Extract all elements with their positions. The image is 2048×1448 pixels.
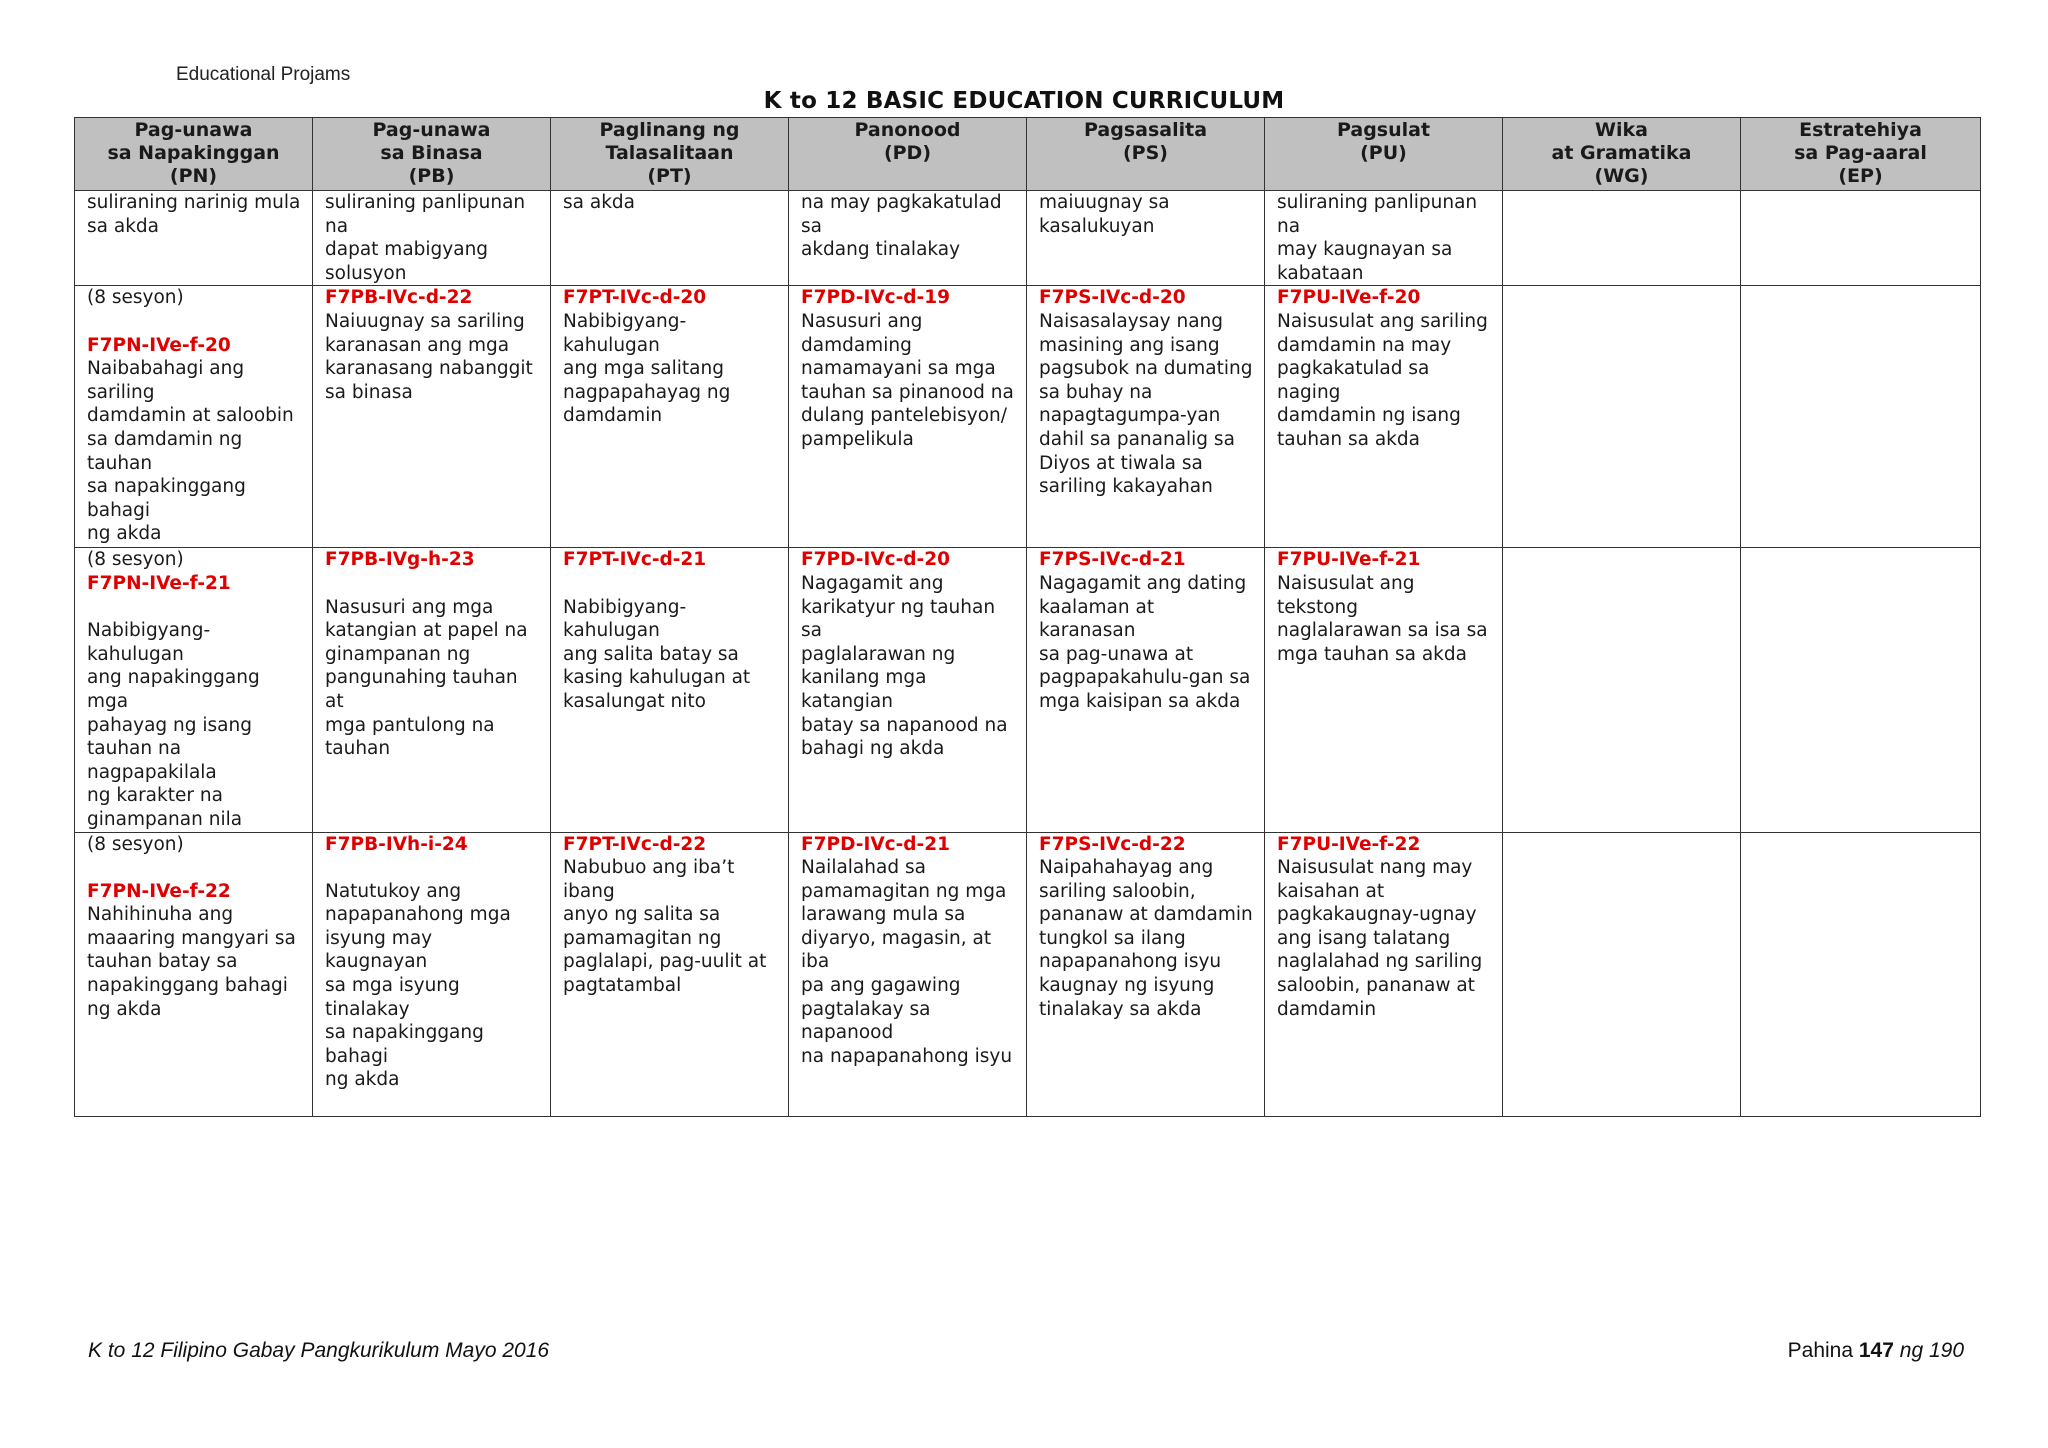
competency-text: Natutukoy ang [325,880,462,902]
competency-text: saloobin, pananaw at [1277,975,1475,997]
table-cell [313,832,551,1116]
competency-text: naglalarawan sa isa sa [1277,620,1488,642]
table-row [75,286,1981,548]
competency-text: napapanahong isyu [1039,951,1222,973]
competency-code: F7PD-IVc-d-20 [801,549,950,571]
table-cell [1503,548,1741,832]
table-cell [551,548,789,832]
table-cell [1741,548,1981,832]
competency-text: Nailalahad sa [801,857,926,879]
competency-text: karanasang nabanggit [325,358,533,380]
competency-text: karikatyur ng tauhan sa [801,596,996,642]
table-cell [789,191,1027,286]
competency-text: tauhan batay sa [87,951,238,973]
competency-text: napapanahong mga [325,904,511,926]
cell-spacer [87,856,302,880]
competency-text: Diyos at tiwala sa [1039,452,1203,474]
column-header-line: sa Pag-aaral [1794,142,1927,164]
competency-text: tauhan na nagpapakilala [87,738,217,783]
competency-code: F7PT-IVc-d-20 [563,287,707,309]
competency-text: napakinggang bahagi [87,975,288,997]
competency-text: sa buhay na [1039,381,1153,403]
competency-text: pagtatambal [563,975,682,997]
competency-text: sariling saloobin, [1039,880,1196,902]
competency-text: damdamin na may [1277,334,1452,356]
competency-code: F7PT-IVc-d-21 [563,549,707,571]
competency-text: Nagagamit ang [801,572,944,594]
column-header-line: Pag-unawa [134,119,253,141]
competency-text: pamamagitan ng mga [801,880,1007,902]
table-cell [1741,286,1981,548]
competency-text: pananaw at damdamin [1039,904,1253,926]
competency-text: pagkakatulad sa naging [1277,358,1430,403]
competency-text: mga pantulong na [325,714,495,736]
column-header-line: Wika [1595,119,1648,141]
competency-text: tauhan sa pinanood na [801,381,1014,403]
cell-spacer [87,310,302,334]
competency-text: pahayag ng isang [87,714,252,736]
table-cell [313,191,551,286]
competency-text: kabataan [1277,262,1364,284]
column-header-line: Estratehiya [1799,119,1922,141]
competency-code: F7PS-IVc-d-20 [1039,287,1186,309]
table-cell [1027,286,1265,548]
competency-text: ginampanan nila [87,808,243,830]
competency-text: (8 sesyon) [87,833,184,855]
competency-text: karanasan ang mga [325,334,510,356]
competency-text: sa akda [563,192,635,213]
competency-text: batay sa napanood na [801,714,1008,736]
header-row [75,118,1981,191]
column-header-line: Paglinang ng [599,119,740,141]
table-row [75,191,1981,286]
column-header-line: (WG) [1594,165,1649,187]
competency-text: damdamin at saloobin [87,405,294,427]
competency-text: Naisusulat ang sariling [1277,310,1488,332]
table-cell [1503,191,1741,286]
competency-text: ang isang talatang [1277,927,1451,949]
competency-text: sa pag-unawa at [1039,643,1194,665]
competency-text: kaalaman at karanasan [1039,596,1155,642]
competency-text: solusyon [325,262,407,284]
competency-code: F7PD-IVc-d-21 [801,833,950,855]
column-header-line: at Gramatika [1551,142,1692,164]
competency-text: masining ang isang [1039,334,1220,356]
competency-text: kasalungat nito [563,690,706,712]
competency-text: pampelikula [801,428,914,450]
competency-text: kaugnay ng isyung [1039,975,1215,997]
competency-text: sa damdamin ng tauhan [87,428,243,474]
footer-guide-title: K to 12 Filipino Gabay Pangkurikulum Mayo 2016 [88,1339,550,1362]
competency-text: sariling kakayahan [1039,476,1213,498]
competency-text: pagtalakay sa napanood [801,998,931,1044]
document-title: K to 12 BASIC EDUCATION CURRICULUM [763,88,1285,114]
competency-text: (8 sesyon) [87,549,184,571]
table-cell [1503,832,1741,1116]
competency-text: larawang mula sa [801,904,966,926]
competency-text: Nasusuri ang [801,310,923,332]
footer-current-page: 147 [1858,1339,1894,1362]
competency-text: isyung may kaugnayan [325,927,433,973]
competency-text: sa napakinggang bahagi [325,1022,484,1067]
competency-text: Naisusulat nang may [1277,857,1473,879]
competency-text: akdang tinalakay [801,239,961,261]
footer-pahina-label: Pahina [1787,1339,1854,1362]
competency-text: pagkakaugnay-ugnay [1277,904,1477,926]
competency-text: kasalukuyan [1039,215,1155,237]
competency-code: F7PB-IVh-i-24 [325,833,468,855]
competency-text: damdamin [1277,998,1377,1020]
competency-code: F7PB-IVc-d-22 [325,287,473,309]
competency-code: F7PT-IVc-d-22 [563,833,707,855]
competency-text: katangian at papel na [325,620,528,642]
table-body [75,191,1981,1117]
competency-code: F7PU-IVe-f-21 [1277,549,1421,571]
competency-text: Nabibigyang-kahulugan [563,310,687,356]
competency-text: suliraning panlipunan na [325,192,526,237]
column-header [1027,118,1265,191]
column-header-line: (PN) [169,165,218,187]
competency-text: Nahihinuha ang [87,904,234,926]
table-cell [75,286,313,548]
table-cell [789,548,1027,832]
competency-text: ng akda [325,1069,400,1091]
competency-text: pangunahing tauhan at [325,667,518,712]
competency-text: Naipahahayag ang [1039,857,1214,879]
competency-text: pa ang gagawing [801,975,961,997]
competency-text: ng akda [87,523,162,545]
competency-text: Naisusulat ang tekstong [1277,572,1415,618]
column-header [313,118,551,191]
competency-text: Nabubuo ang iba’t ibang [563,857,735,902]
competency-text: kanilang mga katangian [801,667,927,712]
competency-text: may kaugnayan sa [1277,239,1453,261]
column-header-line: (PD) [883,142,932,164]
table-cell [75,191,313,286]
competency-text: Nagagamit ang dating [1039,572,1247,594]
competency-text: (8 sesyon) [87,287,184,309]
competency-text: suliraning panlipunan na [1277,192,1478,237]
competency-text: nagpapahayag ng [563,381,731,403]
table-header [75,118,1981,191]
competency-text: pagsubok na dumating [1039,358,1253,380]
competency-code: F7PN-IVe-f-20 [87,334,231,356]
competency-text: tinalakay sa akda [1039,998,1202,1020]
competency-text: ng karakter na [87,785,223,807]
table-cell [75,548,313,832]
table-cell [551,286,789,548]
cell-spacer [325,856,540,880]
table-cell [1027,191,1265,286]
competency-code: F7PS-IVc-d-22 [1039,833,1186,855]
table-cell [789,832,1027,1116]
curriculum-table [74,117,1981,1117]
competency-text: Nabibigyang-kahulugan [563,596,687,642]
competency-text: damdaming [801,334,912,356]
table-cell [1741,832,1981,1116]
competency-text: ang salita batay sa [563,643,739,665]
competency-text: dulang pantelebisyon/ [801,405,1008,427]
column-header [551,118,789,191]
competency-text: kaisahan at [1277,880,1385,902]
column-header-line: (PB) [408,165,455,187]
competency-text: napagtagumpa-yan [1039,405,1221,427]
competency-text: Nabibigyang-kahulugan [87,620,211,665]
competency-text: Naisasalaysay nang [1039,310,1224,332]
competency-text: ang mga salitang [563,358,724,380]
competency-text: na may pagkakatulad sa [801,192,1002,237]
table-cell [551,832,789,1116]
column-header [75,118,313,191]
competency-text: anyo ng salita sa [563,904,721,926]
competency-text: sa akda [87,215,159,237]
table-cell [313,548,551,832]
competency-text: paglalapi, pag-uulit at [563,951,767,973]
competency-text: dahil sa pananalig sa [1039,428,1235,450]
competency-code: F7PU-IVe-f-22 [1277,833,1421,855]
competency-text: damdamin ng isang [1277,405,1461,427]
column-header [1503,118,1741,191]
competency-text: sa binasa [325,381,413,403]
table-cell [551,191,789,286]
column-header-line: Panonood [854,119,961,141]
competency-text: sa napakinggang bahagi [87,476,246,521]
table-row [75,548,1981,832]
competency-text: bahagi ng akda [801,738,945,760]
competency-code: F7PB-IVg-h-23 [325,549,475,571]
competency-text: maaaring mangyari sa [87,927,296,949]
table-cell [1265,548,1503,832]
competency-text: Nasusuri ang mga [325,596,494,618]
table-cell [75,832,313,1116]
table-cell [1265,286,1503,548]
table-cell [1265,191,1503,286]
competency-text: maiuugnay sa [1039,192,1170,213]
column-header-line: Talasalitaan [605,142,734,164]
competency-code: F7PN-IVe-f-22 [87,880,231,902]
competency-code: F7PS-IVc-d-21 [1039,549,1186,571]
column-header-line: (EP) [1838,165,1883,187]
competency-text: ng akda [87,998,162,1020]
cell-spacer [563,572,778,596]
cell-spacer [87,596,302,620]
column-header-line: Pagsasalita [1083,119,1208,141]
table-cell [1265,832,1503,1116]
competency-text: suliraning narinig mula [87,192,301,213]
table-row [75,832,1981,1116]
watermark: Educational Projams [176,64,351,85]
column-header [789,118,1027,191]
competency-text: pamamagitan ng [563,927,722,949]
table-cell [313,286,551,548]
competency-text: paglalarawan ng [801,643,956,665]
table-cell [1027,548,1265,832]
competency-text: kasing kahulugan at [563,667,751,689]
competency-text: mga kaisipan sa akda [1039,690,1241,712]
column-header [1741,118,1981,191]
column-header [1265,118,1503,191]
competency-text: tungkol sa ilang [1039,927,1186,949]
competency-code: F7PU-IVe-f-20 [1277,287,1421,309]
competency-text: namamayani sa mga [801,358,996,380]
competency-text: pagpapakahulu-gan sa [1039,667,1251,689]
column-header-line: (PU) [1360,142,1407,164]
footer-page-number [1788,1339,1964,1363]
competency-text: diyaryo, magasin, at iba [801,927,992,973]
competency-text: tauhan [325,738,391,760]
competency-text: ginampanan ng [325,643,471,665]
column-header-line: sa Napakinggan [107,142,280,164]
table-cell [1027,832,1265,1116]
footer-total-pages: ng 190 [1899,1339,1964,1362]
competency-text: Naibabahagi ang sariling [87,358,245,403]
competency-text: Naiuugnay sa sariling [325,310,525,332]
competency-text: tauhan sa akda [1277,428,1420,450]
column-header-line: Pagsulat [1336,119,1431,141]
competency-text: na napapanahong isyu [801,1045,1013,1067]
competency-text: dapat mabigyang [325,239,489,261]
column-header-line: sa Binasa [380,142,483,164]
column-header-line: Pag-unawa [372,119,491,141]
competency-text: ang napakinggang mga [87,667,260,712]
competency-text: naglalahad ng sariling [1277,951,1483,973]
competency-code: F7PD-IVc-d-19 [801,287,950,309]
cell-spacer [325,572,540,596]
competency-text: damdamin [563,405,663,427]
column-header-line: (PS) [1123,142,1168,164]
column-header-line: (PT) [647,165,692,187]
table-cell [1741,191,1981,286]
competency-code: F7PN-IVe-f-21 [87,572,231,594]
table-cell [1503,286,1741,548]
competency-text: mga tauhan sa akda [1277,643,1467,665]
competency-text: sa mga isyung tinalakay [325,975,460,1020]
table-cell [789,286,1027,548]
